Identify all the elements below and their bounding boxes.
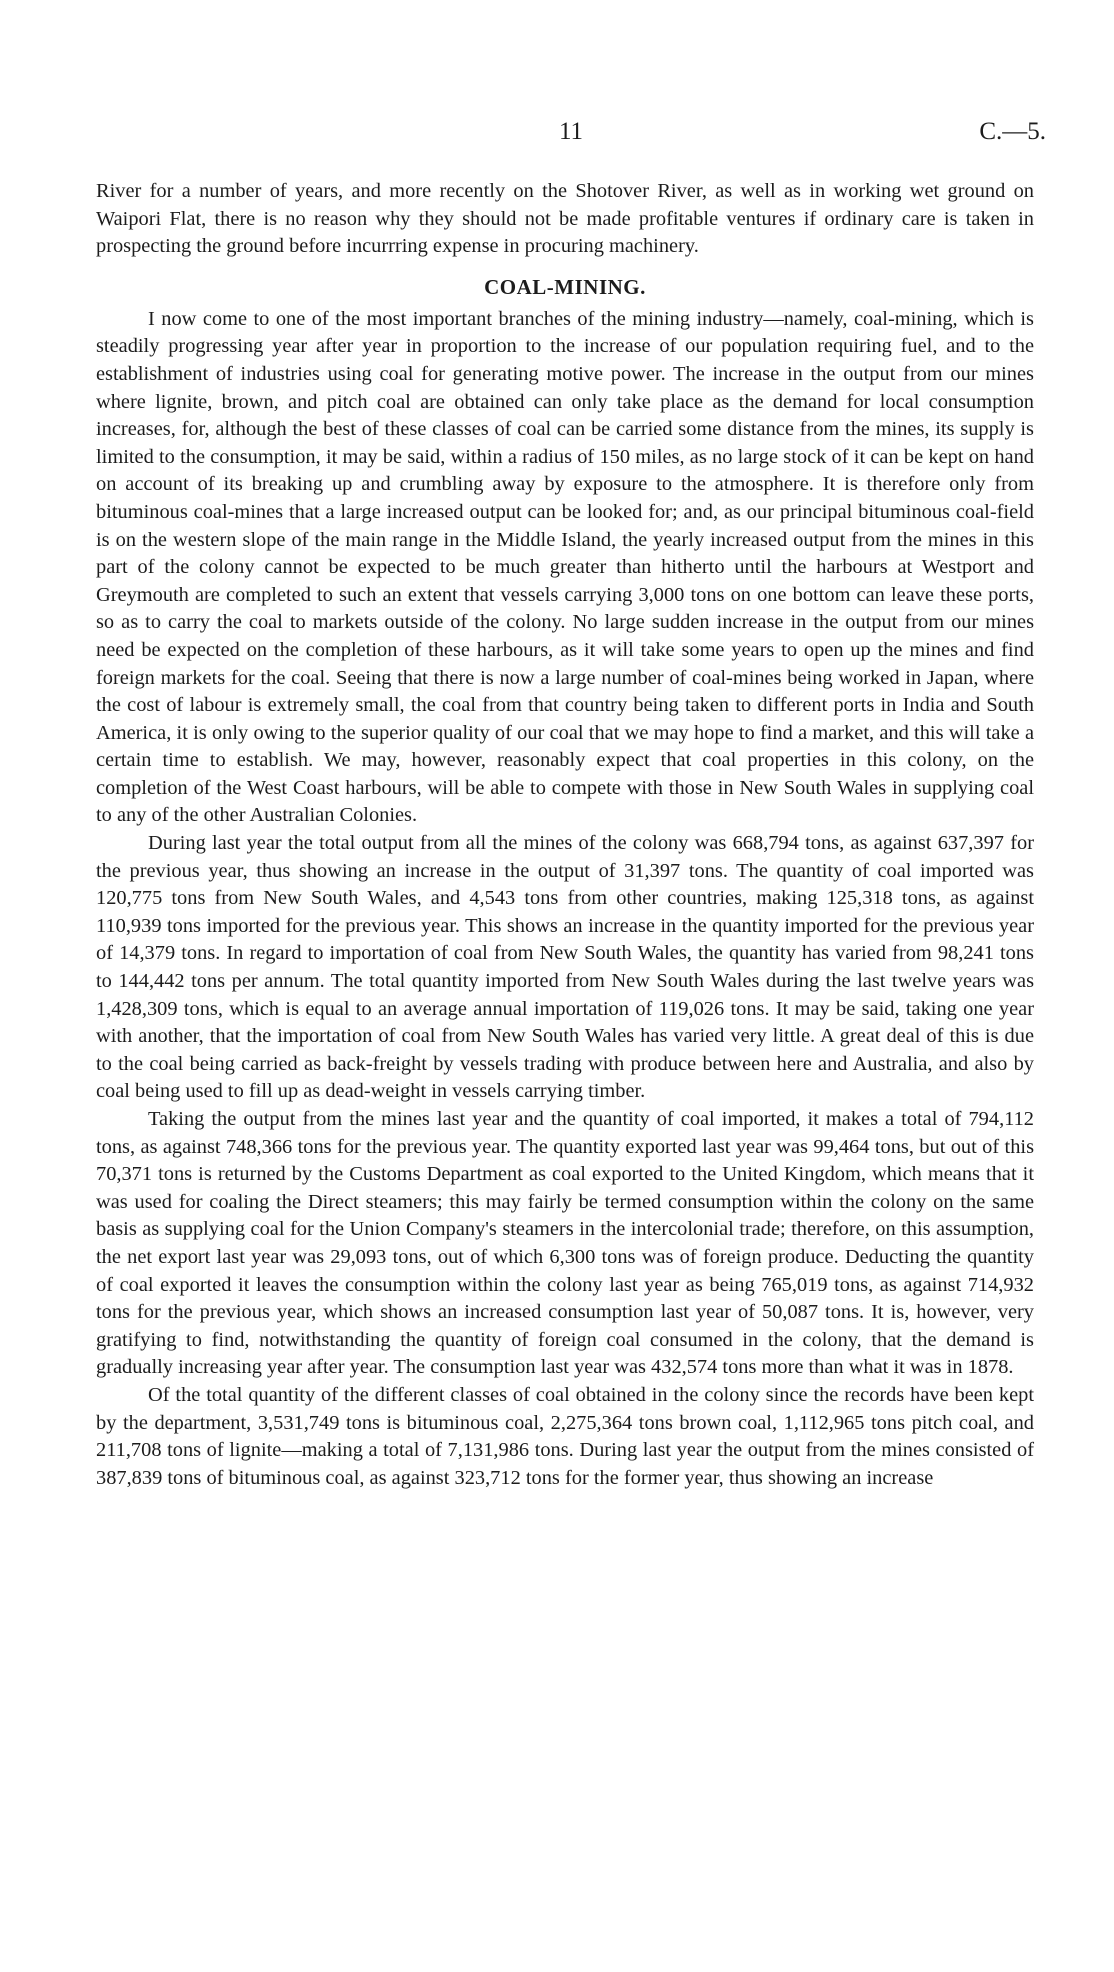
document-reference: C.—5. <box>979 118 1046 145</box>
paragraph-consumption: Taking the output from the mines last year and the quantity of coal imported, it makes a total of 794,112 tons, as against 748,366 tons for the previous year. The quantity exported last year was 99,464 tons, but out of this 70,371 tons is returned by the Customs Department as coal exported to the United Kingdom, which means that it was used for coaling the Direct steamers; this may fairly be termed consumption within the colony on the same basis as supplying coal for the Union Company's steamers in the intercolonial trade; therefore, on this assumption, the net export last year was 29,093 tons, out of which 6,300 tons was of foreign produce. Deducting the quantity of coal exported it leaves the consumption within the colony last year as being 765,019 tons, as against 714,932 tons for the previous year, which shows an increased consumption last year of 50,087 tons. It is, however, very gratifying to find, notwithstanding the quantity of foreign coal consumed in the colony, that the demand is gradually increasing year after year. The consumption last year was 432,574 tons more than what it was in 1878. <box>96 1108 1034 1379</box>
paragraph-coal-classes: Of the total quantity of the different classes of coal obtained in the colony since the records have been kept by the department, 3,531,749 tons is bituminous coal, 2,275,364 tons brown coal, 1,112,965 tons pitch coal, and 211,708 tons of lignite—making a total of 7,131,986 tons. During last year the output from the mines consisted of 387,839 tons of bituminous coal, as against 323,712 tons for the former year, thus showing an increase <box>96 1383 1034 1489</box>
body-text <box>96 178 1034 1492</box>
page-number: 11 <box>558 118 584 145</box>
page-header <box>96 118 1046 158</box>
section-heading: COAL-MINING. <box>484 274 646 299</box>
paragraph-output-and-imports: During last year the total output from all the mines of the colony was 668,794 tons, as against 637,397 for the previous year, thus showing an increase in the output of 31,397 tons. The quantity of coal imported was 120,775 tons from New South Wales, and 4,543 tons from other countries, making 125,318 tons, as against 110,939 tons imported for the previous year. This shows an increase in the quantity imported for the previous year of 14,379 tons. In regard to importation of coal from New South Wales, the quantity has varied from 98,241 tons to 144,442 tons per annum. The total quantity imported from New South Wales during the last twelve years was 1,428,309 tons, which is equal to an average annual importation of 119,026 tons. It may be said, taking one year with another, that the importation of coal from New South Wales has varied very little. A great deal of this is due to the coal being carried as back-freight by vessels trading with produce between here and Australia, and also by coal being used to fill up as dead-weight in vessels carrying timber. <box>96 832 1034 1103</box>
paragraph-coal-mining-overview: I now come to one of the most important branches of the mining industry—namely, coal-mining, which is steadily progressing year after year in proportion to the increase of our population requiring fuel, and to the establishment of industries using coal for generating motive power. The increase in the output from our mines where lignite, brown, and pitch coal are obtained can only take place as the demand for local consumption increases, for, although the best of these classes of coal can be carried some distance from the mines, its supply is limited to the consumption, it may be said, within a radius of 150 miles, as no large stock of it can be kept on hand on account of its breaking up and crumbling away by exposure to the atmosphere. It is therefore only from bituminous coal-mines that a large increased output can be looked for; and, as our principal bituminous coal-field is on the western slope of the main range in the Middle Island, the yearly increased output from the mines in this part of the colony cannot be expected to be much greater than hitherto until the harbours at Westport and Greymouth are completed to such an extent that vessels carrying 3,000 tons on one bottom can leave these ports, so as to carry the coal to markets outside of the colony. No large sudden increase in the output from our mines need be expected on the completion of these harbours, as it will take some years to open up the mines and find foreign markets for the coal. Seeing that there is now a large number of coal-mines being worked in Japan, where the cost of labour is extremely small, the coal from that country being taken to different ports in India and South America, it is only owing to the superior quality of our coal that we may hope to find a market, and this will take a certain time to establish. We may, however, reasonably expect that coal properties in this colony, on the completion of the West Coast harbours, will be able to compete with those in New South Wales in supplying coal to any of the other Australian Colonies. <box>96 307 1034 827</box>
intro-paragraph: River for a number of years, and more recently on the Shotover River, as well as in working wet ground on Waipori Flat, there is no reason why they should not be made profitable ventures if ordinary care is taken in prospecting the ground before incurrring expense in procuring machinery. <box>96 180 1034 258</box>
